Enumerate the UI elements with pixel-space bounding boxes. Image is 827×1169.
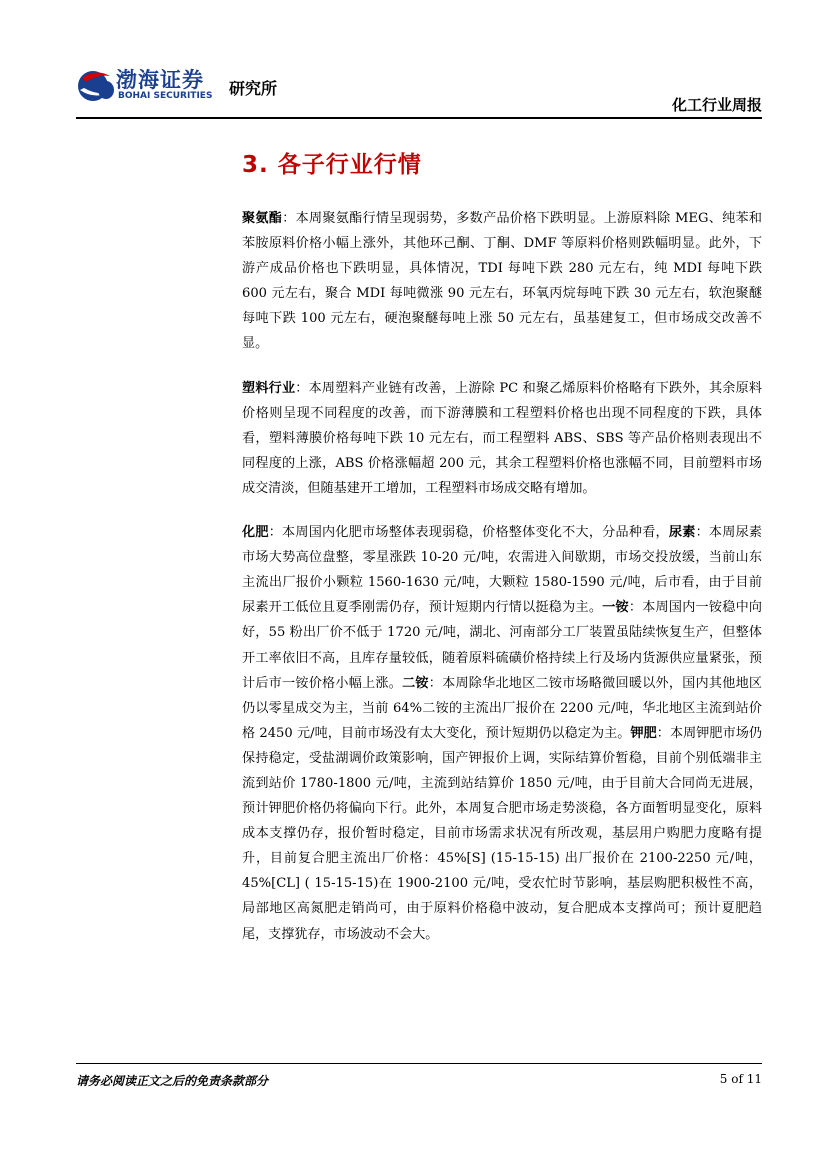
header-divider bbox=[76, 117, 762, 119]
text-urea: ：本周尿素市场大势高位盘整，零星涨跌 10-20 元/吨，农需进入间歇期，市场交投放缓，当前山东主流出厂报价小颗粒 1560-1630 元/吨，大颗粒 1580-1590 元/吨，后市看，由于目前尿素开工低位且夏季刚需仍存，预计短期内行情以挺稳为主。 bbox=[242, 525, 763, 616]
text-potash: ：本周钾肥市场仍保持稳定，受盐湖调价政策影响，国产钾报价上调，实际结算价暂稳，目前个别低端非主流到站价 1780-1800 元/吨，主流到站结算价 1850 元/吨，由于目前大合同尚无进展，预计钾肥价格仍将偏向下行。此外，本周复合肥市场走势淡稳，各方面暂明显变化，原料成本支撑仍存，报价暂时稳定，目前市场需求状况有所改观，基层用户购肥力度略有提升，目前复合肥主流出厂价格：45%[S] (15-15-15) 出厂报价在 2100-2250 元/吨，45%[CL] ( 15-15-15)在 1900-2100 元/吨，受农忙时节影响，基层购肥积极性不高，局部地区高氮肥走销尚可，由于原料价格稳中波动，复合肥成本支撑尚可；预计夏肥趋尾，支撑犹存，市场波动不会大。 bbox=[242, 725, 763, 942]
paragraph-polyurethane bbox=[242, 206, 762, 357]
footer-divider bbox=[76, 1063, 762, 1064]
text-polyurethane: ：本周聚氨酯行情呈现弱势，多数产品价格下跌明显。上游原料除 MEG、纯苯和苯胺原料价格小幅上涨外，其他环己酮、丁酮、DMF 等原料价格则跌幅明显。此外，下游产成品价格也下跌明显，具体情况，TDI 每吨下跌 280 元左右，纯 MDI 每吨下跌 600 元左右，聚合 MDI 每吨微涨 90 元左右，环氧丙烷每吨下跌 30 元左右，软泡聚醚每吨下跌 100 元左右，硬泡聚醚每吨上涨 50 元左右，虽基建复工，但市场成交改善不显。 bbox=[242, 211, 763, 352]
main-content bbox=[242, 206, 762, 966]
lead-fertilizer: 化肥 bbox=[242, 525, 269, 541]
lead-map: 一铵 bbox=[602, 600, 629, 616]
footer-disclaimer: 请务必阅读正文之后的免责条款部分 bbox=[76, 1074, 269, 1088]
text-dap: ：本周除华北地区二铵市场略微回暖以外，国内其他地区仍以零星成交为主，当前 64%二铵的主流出厂报价在 2200 元/吨，华北地区主流到站价格 2450 元/吨，目前市场没有太大变化，预计短期仍以稳定为主。 bbox=[242, 675, 763, 741]
text-fertilizer: ：本周国内化肥市场整体表现弱稳，价格整体变化不大，分品种看， bbox=[268, 525, 669, 541]
section-title: 3. 各子行业行情 bbox=[242, 152, 422, 178]
logo-chinese-name: 渤海证券 bbox=[116, 68, 204, 92]
page-number: 5 of 11 bbox=[719, 1072, 762, 1086]
text-map: ：本周国内一铵稳中向好，55 粉出厂价不低于 1720 元/吨，湖北、河南部分工厂装置虽陆续恢复生产，但整体开工率依旧不高，且库存量较低，随着原料硫磺价格持续上行及场内货源供应量紧张，预计后市一铵价格小幅上涨。 bbox=[242, 600, 763, 691]
lead-urea: 尿素 bbox=[668, 525, 696, 541]
report-type-label: 化工行业周报 bbox=[671, 96, 762, 114]
lead-potash: 钾肥 bbox=[630, 725, 657, 741]
lead-dap: 二铵 bbox=[402, 675, 429, 691]
bohai-logo-icon bbox=[76, 64, 118, 104]
logo-english-name: BOHAI SECURITIES bbox=[118, 91, 213, 101]
text-plastics: ：本周塑料产业链有改善，上游除 PC 和聚乙烯原料价格略有下跌外，其余原料价格则呈现不同程度的改善，而下游薄膜和工程塑料价格也出现不同程度的下跌，具体看，塑料薄膜价格每吨下跌 10 元左右，而工程塑料 ABS、SBS 等产品价格则表现出不同程度的上涨，ABS 价格涨幅超 200 元，其余工程塑料价格也涨幅不同，目前塑料市场成交清淡，但随基建开工增加，工程塑料市场成交略有增加。 bbox=[242, 380, 763, 496]
paragraph-fertilizer bbox=[242, 520, 762, 947]
research-dept-label: 研究所 bbox=[229, 79, 278, 98]
lead-plastics: 塑料行业 bbox=[242, 380, 296, 396]
lead-polyurethane: 聚氨酯 bbox=[242, 211, 283, 226]
page-header bbox=[76, 62, 762, 118]
paragraph-plastics bbox=[242, 376, 762, 501]
